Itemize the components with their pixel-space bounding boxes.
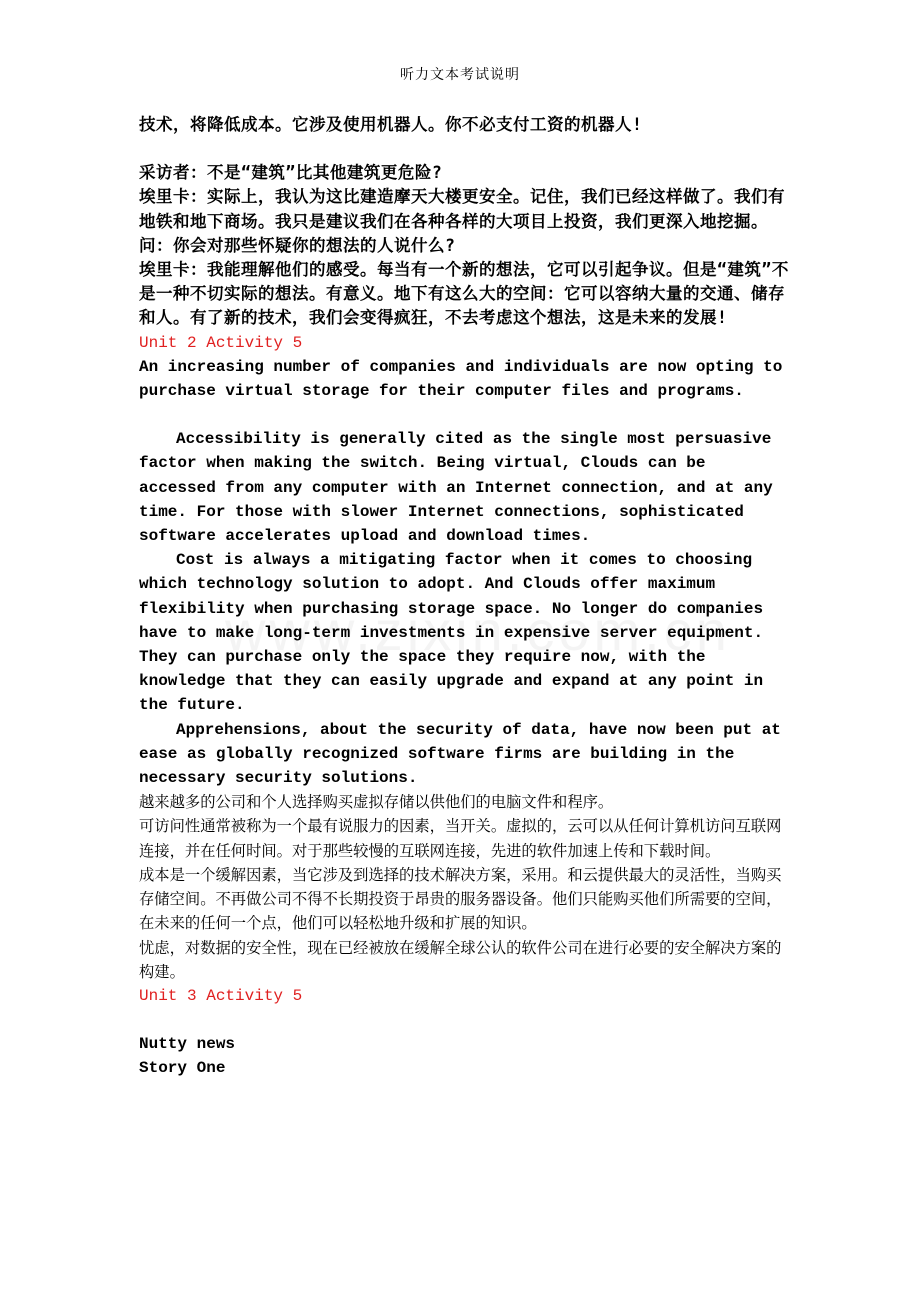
translation-line: 忧虑，对数据的安全性，现在已经被放在缓解全球公认的软件公司在进行必要的安全解决方案的构建。 xyxy=(139,938,782,981)
unit2-paragraph: Accessibility is generally cited as the single most persuasive factor when making the switch. Being virtual, Clouds can be accessed from any computer with an Internet connection, and at any time. For those with slower Internet connections, sophisticated software accelerates upload and download times. xyxy=(139,430,773,546)
dialogue-line: 问：你会对那些怀疑你的想法的人说什么? xyxy=(139,235,456,255)
unit2-paragraph: Apprehensions, about the security of data, have now been put at ease as globally recognized software firms are building in the necessary security solutions. xyxy=(139,720,781,788)
translation-line: 可访问性通常被称为一个最有说服力的因素，当开关。虚拟的，云可以从任何计算机访问互联网连接，并在任何时间。对于那些较慢的互联网连接，先进的软件加速上传和下载时间。 xyxy=(139,817,782,860)
unit2-paragraph: Cost is always a mitigating factor when it comes to choosing which technology solution to adopt. And Clouds offer maximum flexibility when purchasing storage space. No longer do companies have to make long-term investments in expensive server equipment. They can purchase only the space they require now, with the knowledge that they can easily upgrade and expand at any point in the future. xyxy=(139,551,764,715)
dialogue-line: 采访者：不是“建筑”比其他建筑更危险? xyxy=(139,163,443,183)
dialogue-line: 技术，将降低成本。它涉及使用机器人。你不必支付工资的机器人! xyxy=(139,115,643,134)
dialogue-line: 埃里卡：我能理解他们的感受。每当有一个新的想法，它可以引起争议。但是“建筑”不是一种不切实际的想法。有意义。地下有这么大的空间：它可以容纳大量的交通、储存和人。有了新的技术，我们会变得疯狂，不去考虑这个想法，这是未来的发展! xyxy=(139,260,789,328)
section-heading-unit2: Unit 2 Activity 5 xyxy=(139,333,303,352)
document-body xyxy=(139,113,789,1081)
section-heading-unit3: Unit 3 Activity 5 xyxy=(139,986,303,1005)
dialogue-line: 埃里卡：实际上，我认为这比建造摩天大楼更安全。记住，我们已经这样做了。我们有地铁和地下商场。我只是建议我们在各种各样的大项目上投资，我们更深入地挖掘。 xyxy=(139,187,785,231)
unit3-title: Nutty news xyxy=(139,1035,236,1054)
unit2-intro: An increasing number of companies and individuals are now opting to purchase virtual storage for their computer files and programs. xyxy=(139,357,783,401)
translation-line: 成本是一个缓解因素，当它涉及到选择的技术解决方案，采用。和云提供最大的灵活性，当购买存储空间。不再做公司不得不长期投资于昂贵的服务器设备。他们只能购买他们所需要的空间，在未来的任何一个点，他们可以轻松地升级和扩展的知识。 xyxy=(139,865,782,933)
translation-line: 越来越多的公司和个人选择购买虚拟存储以供他们的电脑文件和程序。 xyxy=(139,793,614,812)
page-header: 听力文本考试说明 xyxy=(400,67,520,83)
unit3-subtitle: Story One xyxy=(139,1059,226,1078)
